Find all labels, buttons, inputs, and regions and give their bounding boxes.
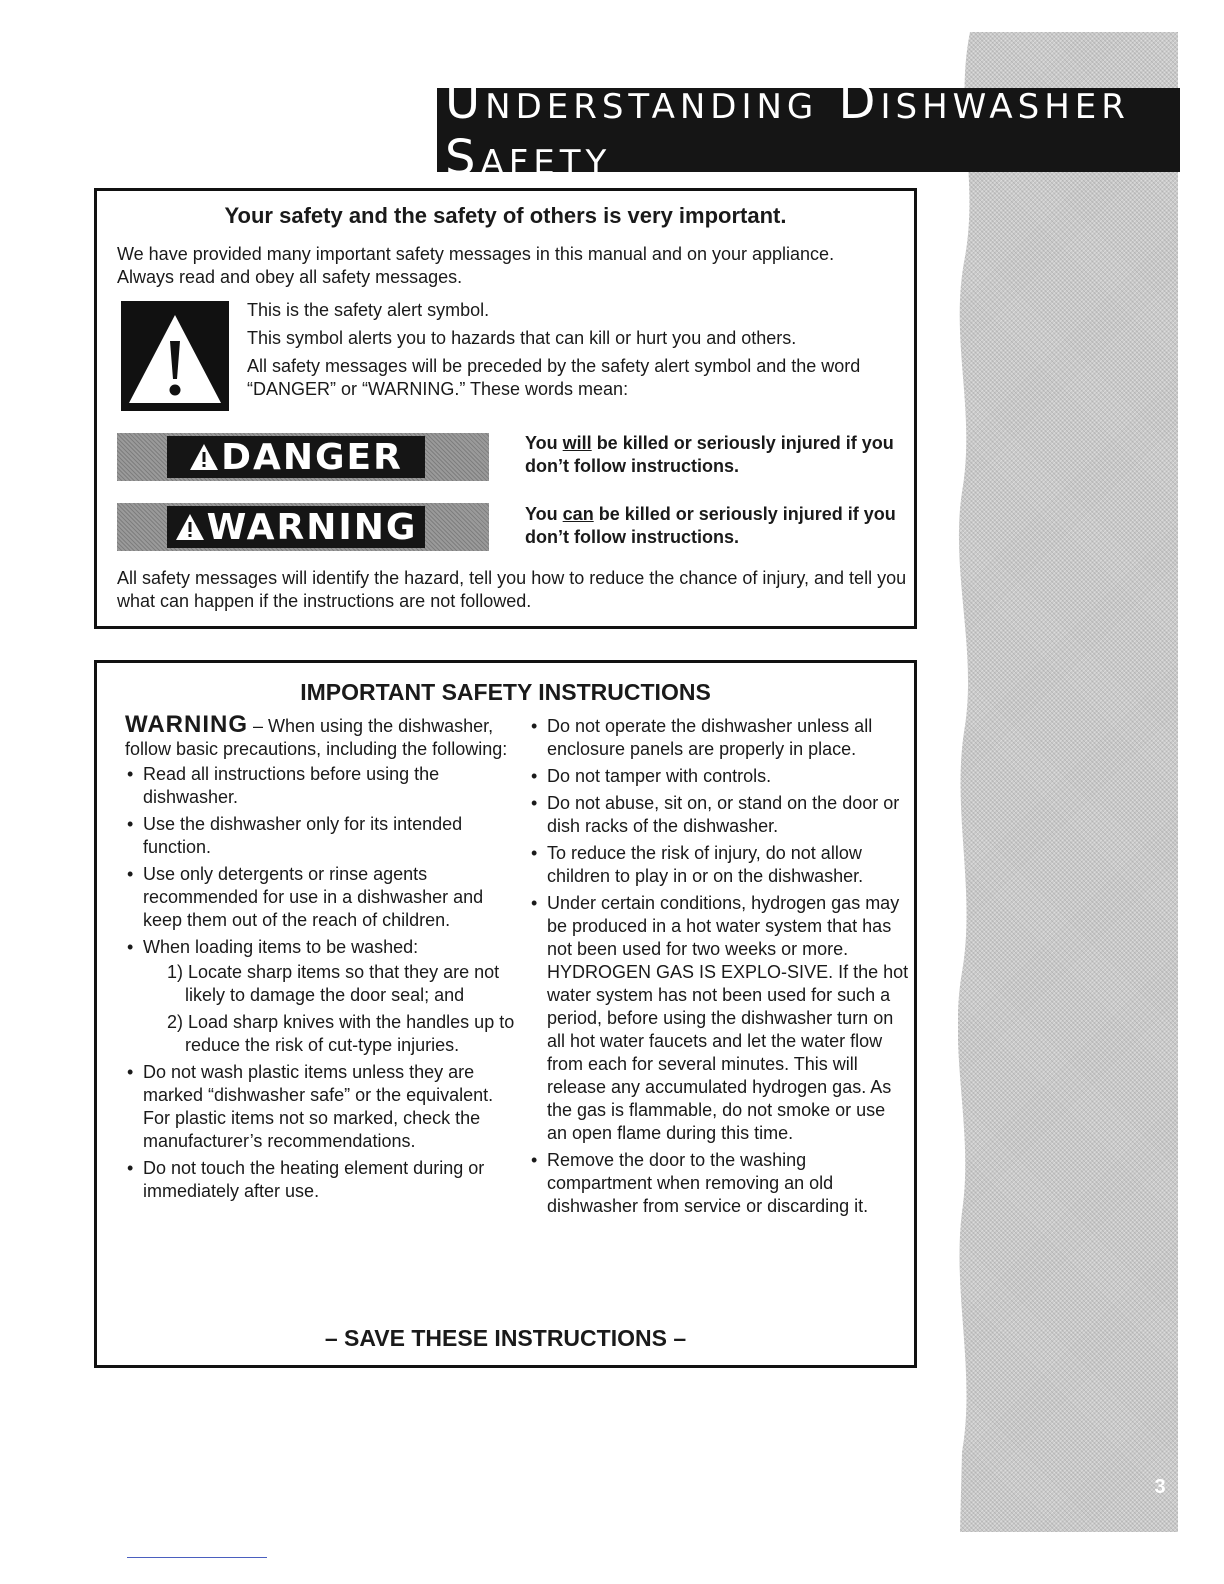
instructions-right-column — [529, 713, 909, 1222]
safety-heading: Your safety and the safety of others is very important. — [224, 203, 787, 228]
sub-item: 1) Locate sharp items so that they are not likely to damage the door seal; and — [167, 962, 500, 1005]
list-item: • Do not tamper with controls. — [529, 765, 909, 788]
list-item: • Do not wash plastic items unless they are marked “dishwasher safe” or the equivalent. For plastic items not so marked, check the manufacturer’s recommendations. — [125, 1061, 525, 1153]
instructions-left-column — [125, 713, 525, 1207]
safety-alert-triangle-icon — [121, 301, 229, 411]
list-item: • Use the dishwasher only for its intended function. — [125, 813, 525, 859]
safety-outro: All safety messages will identify the hazard, tell you how to reduce the chance of injury, and tell you what can happen if the instructions are not followed. — [117, 568, 907, 611]
list-item: • Do not operate the dishwasher unless all enclosure panels are properly in place. — [529, 715, 909, 761]
safety-instructions-box — [94, 660, 917, 1368]
list-item: • To reduce the risk of injury, do not allow children to play in or on the dishwasher. — [529, 842, 909, 888]
sub-item: 2) Load sharp knives with the handles up to reduce the risk of cut-type injuries. — [167, 1012, 515, 1055]
instructions-title: IMPORTANT SAFETY INSTRUCTIONS — [300, 679, 711, 705]
emphasis-word: can — [562, 504, 594, 524]
warning-word: WARNING — [125, 711, 248, 738]
safety-info-box — [94, 188, 917, 629]
list-item: • Under certain conditions, hydrogen gas may be produced in a hot water system that has not been used for two weeks or more. HYDROGEN GAS IS EXPLO-SIVE. If the hot water system has not been used for such a period, before using the dishwasher turn on all hot water faucets and let the water flow from each for several minutes. This will release any accumulated hydrogen gas. As the gas is flammable, do not smoke or use an open flame during this time. — [529, 892, 909, 1145]
save-instructions-footer: – SAVE THESE INSTRUCTIONS – — [324, 1325, 687, 1351]
warning-lead: WARNING – When using the dishwasher, follow basic precautions, including the following: — [125, 711, 508, 759]
list-item: • Remove the door to the washing compartment when removing an old dishwasher from service or discarding it. — [529, 1149, 909, 1218]
danger-signal-banner — [117, 433, 489, 481]
list-item: • Do not abuse, sit on, or stand on the door or dish racks of the dishwasher. — [529, 792, 909, 838]
alert-line: This symbol alerts you to hazards that can kill or hurt you and others. — [247, 328, 797, 348]
alert-line: All safety messages will be preceded by the safety alert symbol and the word “DANGER” or “WARNING.” These words mean: — [247, 356, 861, 399]
list-item: • Do not touch the heating element during or immediately after use. — [125, 1157, 525, 1203]
decorative-side-band — [958, 32, 1178, 1532]
alert-line: This is the safety alert symbol. — [247, 300, 490, 320]
page-title: Understanding Dishwasher Safety — [437, 88, 1180, 172]
danger-description: You will be killed or seriously injured if you don’t follow instructions. — [525, 433, 894, 476]
list-item: • When loading items to be washed: 1) Locate sharp items so that they are not likely to damage the door seal; and 2) Load sharp knives with the handles up to reduce the risk of cut-type injuries. — [125, 936, 525, 1057]
warning-description: You can be killed or seriously injured if you don’t follow instructions. — [525, 504, 896, 547]
danger-label: DANGER — [221, 436, 403, 478]
alert-triangle-icon — [175, 512, 205, 542]
list-item: • Read all instructions before using the dishwasher. — [125, 763, 525, 809]
warning-signal-banner — [117, 503, 489, 551]
alert-symbol-explanation — [247, 299, 887, 406]
safety-intro: We have provided many important safety messages in this manual and on your appliance. Always read and obey all safety messages. — [117, 244, 835, 287]
footer-rule — [127, 1557, 267, 1558]
alert-triangle-icon — [189, 442, 219, 472]
emphasis-word: will — [562, 433, 592, 453]
band-wave-edge — [958, 32, 1178, 1532]
page-number: 3 — [1154, 1476, 1166, 1498]
warning-label: WARNING — [206, 506, 418, 548]
list-item: • Use only detergents or rinse agents recommended for use in a dishwasher and keep them out of the reach of children. — [125, 863, 525, 932]
